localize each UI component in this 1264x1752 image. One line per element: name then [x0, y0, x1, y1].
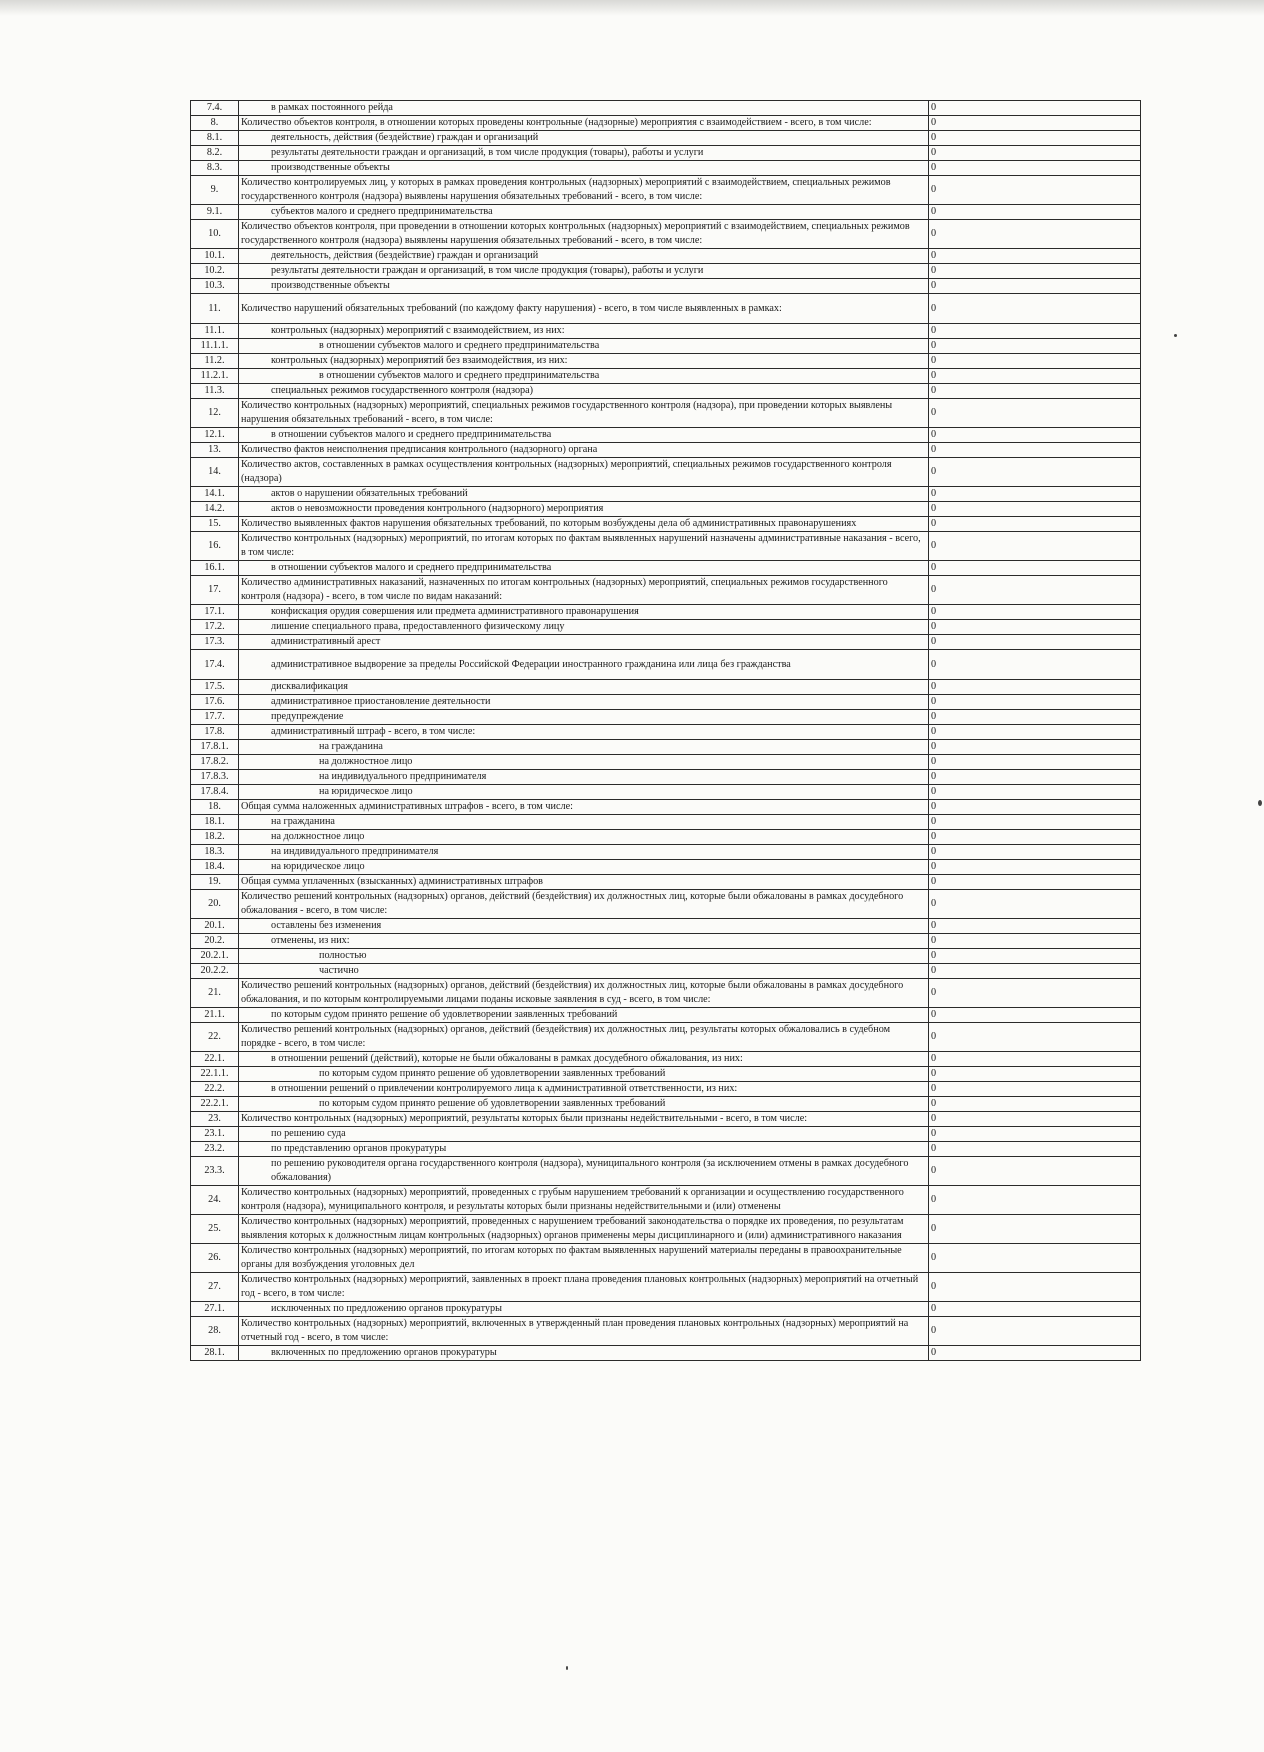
row-indicator: Количество контролируемых лиц, у которых в рамках проведения контрольных (надзорных) мероприятий с взаимодействием, специальных режимов государственного контроля (надзора) выявлены нарушения обязательных требований - всего, в том числе: — [239, 176, 929, 205]
table-row — [191, 354, 1141, 369]
row-indicator: Количество контрольных (надзорных) мероприятий, включенных в утвержденный план проведения плановых контрольных (надзорных) мероприятий на отчетный год - всего, в том числе: — [239, 1317, 929, 1346]
row-value: 0 — [929, 710, 1141, 725]
row-indicator: на должностное лицо — [239, 755, 929, 770]
row-number: 13. — [191, 443, 239, 458]
scan-speck — [1174, 334, 1177, 337]
table-row — [191, 1082, 1141, 1097]
table-row — [191, 934, 1141, 949]
row-number: 11.1. — [191, 324, 239, 339]
table-row — [191, 1142, 1141, 1157]
table-row — [191, 1008, 1141, 1023]
row-value: 0 — [929, 1215, 1141, 1244]
row-number: 23.1. — [191, 1127, 239, 1142]
row-value: 0 — [929, 384, 1141, 399]
row-value: 0 — [929, 1082, 1141, 1097]
table-row — [191, 695, 1141, 710]
row-indicator: оставлены без изменения — [239, 919, 929, 934]
table-row — [191, 949, 1141, 964]
row-indicator: по решению суда — [239, 1127, 929, 1142]
row-number: 19. — [191, 875, 239, 890]
row-number: 17.3. — [191, 635, 239, 650]
row-number: 12. — [191, 399, 239, 428]
row-number: 20.1. — [191, 919, 239, 934]
table-row — [191, 369, 1141, 384]
row-number: 23.3. — [191, 1157, 239, 1186]
row-value: 0 — [929, 650, 1141, 680]
row-value: 0 — [929, 830, 1141, 845]
table-row — [191, 576, 1141, 605]
table-row — [191, 770, 1141, 785]
table-row — [191, 1302, 1141, 1317]
row-value: 0 — [929, 1112, 1141, 1127]
table-row — [191, 561, 1141, 576]
row-indicator: административное выдворение за пределы Российской Федерации иностранного гражданина или лица без гражданства — [239, 650, 929, 680]
row-number: 22. — [191, 1023, 239, 1052]
row-value: 0 — [929, 116, 1141, 131]
table-row — [191, 1023, 1141, 1052]
table-row — [191, 605, 1141, 620]
table-row — [191, 740, 1141, 755]
row-number: 8. — [191, 116, 239, 131]
row-value: 0 — [929, 1273, 1141, 1302]
row-value: 0 — [929, 146, 1141, 161]
row-value: 0 — [929, 176, 1141, 205]
table-row — [191, 964, 1141, 979]
row-value: 0 — [929, 294, 1141, 324]
row-indicator: в отношении решений о привлечении контролируемого лица к административной ответственности, из них: — [239, 1082, 929, 1097]
row-number: 12.1. — [191, 428, 239, 443]
row-indicator: включенных по предложению органов прокуратуры — [239, 1346, 929, 1361]
row-indicator: частично — [239, 964, 929, 979]
row-value: 0 — [929, 561, 1141, 576]
row-value: 0 — [929, 339, 1141, 354]
row-indicator: административное приостановление деятельности — [239, 695, 929, 710]
row-number: 17.2. — [191, 620, 239, 635]
row-indicator: Количество административных наказаний, назначенных по итогам контрольных (надзорных) мероприятий, специальных режимов государственного контроля (надзора) - всего, в том числе по видам наказаний: — [239, 576, 929, 605]
table-row — [191, 249, 1141, 264]
row-number: 18. — [191, 800, 239, 815]
table-row — [191, 205, 1141, 220]
row-value: 0 — [929, 620, 1141, 635]
row-indicator: Количество объектов контроля, при проведении в отношении которых контрольных (надзорных) мероприятий с взаимодействием, специальных режимов государственного контроля (надзора) выявлены нарушения обязательных требований - всего, в том числе: — [239, 220, 929, 249]
row-value: 0 — [929, 755, 1141, 770]
row-number: 18.3. — [191, 845, 239, 860]
row-indicator: на юридическое лицо — [239, 860, 929, 875]
row-number: 23.2. — [191, 1142, 239, 1157]
row-number: 17.6. — [191, 695, 239, 710]
row-indicator: в отношении решений (действий), которые не были обжалованы в рамках досудебного обжалования, из них: — [239, 1052, 929, 1067]
row-number: 20. — [191, 890, 239, 919]
table-row — [191, 458, 1141, 487]
table-row — [191, 785, 1141, 800]
row-indicator: административный штраф - всего, в том числе: — [239, 725, 929, 740]
table-row — [191, 279, 1141, 294]
table-row — [191, 264, 1141, 279]
row-number: 18.1. — [191, 815, 239, 830]
row-value: 0 — [929, 860, 1141, 875]
table-row — [191, 502, 1141, 517]
statistics-table-body — [191, 101, 1141, 1361]
row-number: 22.1.1. — [191, 1067, 239, 1082]
row-number: 16.1. — [191, 561, 239, 576]
row-number: 18.4. — [191, 860, 239, 875]
row-indicator: административный арест — [239, 635, 929, 650]
table-row — [191, 146, 1141, 161]
row-indicator: результаты деятельности граждан и организаций, в том числе продукция (товары), работы и услуги — [239, 264, 929, 279]
row-indicator: специальных режимов государственного контроля (надзора) — [239, 384, 929, 399]
row-number: 24. — [191, 1186, 239, 1215]
table-row — [191, 875, 1141, 890]
row-value: 0 — [929, 635, 1141, 650]
table-row — [191, 161, 1141, 176]
table-row — [191, 399, 1141, 428]
table-row — [191, 339, 1141, 354]
row-indicator: актов о невозможности проведения контрольного (надзорного) мероприятия — [239, 502, 929, 517]
row-number: 17. — [191, 576, 239, 605]
table-row — [191, 443, 1141, 458]
row-number: 10. — [191, 220, 239, 249]
row-value: 0 — [929, 1142, 1141, 1157]
row-indicator: Количество нарушений обязательных требований (по каждому факту нарушения) - всего, в том числе выявленных в рамках: — [239, 294, 929, 324]
row-indicator: полностью — [239, 949, 929, 964]
row-indicator: предупреждение — [239, 710, 929, 725]
table-row — [191, 800, 1141, 815]
row-value: 0 — [929, 576, 1141, 605]
row-value: 0 — [929, 800, 1141, 815]
row-value: 0 — [929, 131, 1141, 146]
row-indicator: Количество фактов неисполнения предписания контрольного (надзорного) органа — [239, 443, 929, 458]
row-indicator: Количество контрольных (надзорных) мероприятий, заявленных в проект плана проведения плановых контрольных (надзорных) мероприятий на отчетный год - всего, в том числе: — [239, 1273, 929, 1302]
row-number: 10.3. — [191, 279, 239, 294]
row-value: 0 — [929, 264, 1141, 279]
row-indicator: Количество актов, составленных в рамках осуществления контрольных (надзорных) мероприятий, специальных режимов государственного контроля (надзора) — [239, 458, 929, 487]
row-value: 0 — [929, 369, 1141, 384]
row-value: 0 — [929, 605, 1141, 620]
row-indicator: дисквалификация — [239, 680, 929, 695]
row-value: 0 — [929, 1317, 1141, 1346]
table-row — [191, 755, 1141, 770]
row-number: 11.1.1. — [191, 339, 239, 354]
row-value: 0 — [929, 1052, 1141, 1067]
table-row — [191, 131, 1141, 146]
row-value: 0 — [929, 101, 1141, 116]
row-indicator: Количество контрольных (надзорных) мероприятий, по итогам которых по фактам выявленных нарушений назначены административные наказания - всего, в том числе: — [239, 532, 929, 561]
row-indicator: Количество контрольных (надзорных) мероприятий, результаты которых были признаны недействительными - всего, в том числе: — [239, 1112, 929, 1127]
row-value: 0 — [929, 785, 1141, 800]
row-number: 27. — [191, 1273, 239, 1302]
table-row — [191, 919, 1141, 934]
row-indicator: результаты деятельности граждан и организаций, в том числе продукция (товары), работы и услуги — [239, 146, 929, 161]
row-indicator: деятельность, действия (бездействие) граждан и организаций — [239, 249, 929, 264]
row-value: 0 — [929, 934, 1141, 949]
table-row — [191, 1112, 1141, 1127]
row-value: 0 — [929, 1157, 1141, 1186]
row-indicator: контрольных (надзорных) мероприятий с взаимодействием, из них: — [239, 324, 929, 339]
table-row — [191, 428, 1141, 443]
row-number: 17.8.4. — [191, 785, 239, 800]
table-row — [191, 860, 1141, 875]
row-indicator: Общая сумма наложенных административных штрафов - всего, в том числе: — [239, 800, 929, 815]
table-row — [191, 1127, 1141, 1142]
table-row — [191, 1317, 1141, 1346]
table-row — [191, 725, 1141, 740]
row-indicator: актов о нарушении обязательных требований — [239, 487, 929, 502]
row-indicator: Общая сумма уплаченных (взысканных) административных штрафов — [239, 875, 929, 890]
row-number: 14.1. — [191, 487, 239, 502]
row-indicator: в рамках постоянного рейда — [239, 101, 929, 116]
row-indicator: на индивидуального предпринимателя — [239, 845, 929, 860]
row-indicator: на юридическое лицо — [239, 785, 929, 800]
table-row — [191, 1346, 1141, 1361]
row-number: 10.2. — [191, 264, 239, 279]
row-number: 8.3. — [191, 161, 239, 176]
row-number: 8.1. — [191, 131, 239, 146]
row-number: 28. — [191, 1317, 239, 1346]
row-indicator: Количество контрольных (надзорных) мероприятий, по итогам которых по фактам выявленных нарушений материалы переданы в правоохранительные органы для возбуждения уголовных дел — [239, 1244, 929, 1273]
row-number: 20.2. — [191, 934, 239, 949]
table-row — [191, 710, 1141, 725]
row-value: 0 — [929, 443, 1141, 458]
row-indicator: Количество решений контрольных (надзорных) органов, действий (бездействия) их должностных лиц, результаты которых обжаловались в судебном порядке - всего, в том числе: — [239, 1023, 929, 1052]
row-number: 17.4. — [191, 650, 239, 680]
row-number: 11. — [191, 294, 239, 324]
table-row — [191, 1186, 1141, 1215]
row-number: 22.2.1. — [191, 1097, 239, 1112]
row-indicator: по представлению органов прокуратуры — [239, 1142, 929, 1157]
row-value: 0 — [929, 161, 1141, 176]
row-value: 0 — [929, 458, 1141, 487]
row-indicator: деятельность, действия (бездействие) граждан и организаций — [239, 131, 929, 146]
row-value: 0 — [929, 845, 1141, 860]
row-indicator: производственные объекты — [239, 279, 929, 294]
row-number: 16. — [191, 532, 239, 561]
row-value: 0 — [929, 279, 1141, 294]
table-row — [191, 1273, 1141, 1302]
table-row — [191, 1097, 1141, 1112]
row-indicator: исключенных по предложению органов прокуратуры — [239, 1302, 929, 1317]
row-number: 25. — [191, 1215, 239, 1244]
row-indicator: по которым судом принято решение об удовлетворении заявленных требований — [239, 1008, 929, 1023]
row-number: 18.2. — [191, 830, 239, 845]
row-indicator: по решению руководителя органа государственного контроля (надзора), муниципального контроля (за исключением отмены в рамках досудебного обжалования) — [239, 1157, 929, 1186]
row-number: 20.2.2. — [191, 964, 239, 979]
row-value: 0 — [929, 815, 1141, 830]
row-indicator: на индивидуального предпринимателя — [239, 770, 929, 785]
table-row — [191, 101, 1141, 116]
row-indicator: лишение специального права, предоставленного физическому лицу — [239, 620, 929, 635]
table-row — [191, 979, 1141, 1008]
row-value: 0 — [929, 428, 1141, 443]
row-value: 0 — [929, 220, 1141, 249]
row-value: 0 — [929, 1008, 1141, 1023]
table-row — [191, 1067, 1141, 1082]
row-value: 0 — [929, 680, 1141, 695]
row-value: 0 — [929, 1127, 1141, 1142]
row-value: 0 — [929, 1067, 1141, 1082]
row-value: 0 — [929, 517, 1141, 532]
table-row — [191, 176, 1141, 205]
row-value: 0 — [929, 919, 1141, 934]
row-indicator: производственные объекты — [239, 161, 929, 176]
row-number: 11.2.1. — [191, 369, 239, 384]
table-row — [191, 635, 1141, 650]
row-number: 23. — [191, 1112, 239, 1127]
row-indicator: Количество решений контрольных (надзорных) органов, действий (бездействия) их должностных лиц, которые были обжалованы в рамках досудебного обжалования, и по которым контролируемыми лицами поданы исковые заявления в суд - всего, в том числе: — [239, 979, 929, 1008]
row-indicator: конфискация орудия совершения или предмета административного правонарушения — [239, 605, 929, 620]
row-number: 14.2. — [191, 502, 239, 517]
table-row — [191, 220, 1141, 249]
table-row — [191, 1244, 1141, 1273]
scan-speck — [1258, 800, 1262, 806]
table-row — [191, 532, 1141, 561]
row-number: 17.5. — [191, 680, 239, 695]
row-number: 17.8.2. — [191, 755, 239, 770]
table-row — [191, 890, 1141, 919]
table-row — [191, 116, 1141, 131]
table-row — [191, 680, 1141, 695]
row-indicator: Количество объектов контроля, в отношении которых проведены контрольные (надзорные) мероприятия с взаимодействием - всего, в том числе: — [239, 116, 929, 131]
row-number: 21. — [191, 979, 239, 1008]
row-number: 15. — [191, 517, 239, 532]
row-value: 0 — [929, 324, 1141, 339]
row-number: 17.1. — [191, 605, 239, 620]
table-row — [191, 1215, 1141, 1244]
table-row — [191, 517, 1141, 532]
row-value: 0 — [929, 1302, 1141, 1317]
row-indicator: по которым судом принято решение об удовлетворении заявленных требований — [239, 1067, 929, 1082]
table-row — [191, 1157, 1141, 1186]
row-indicator: Количество контрольных (надзорных) мероприятий, специальных режимов государственного контроля (надзора), при проведении которых выявлены нарушения обязательных требований - всего, в том числе: — [239, 399, 929, 428]
row-number: 27.1. — [191, 1302, 239, 1317]
row-indicator: отменены, из них: — [239, 934, 929, 949]
scan-top-edge — [0, 0, 1264, 16]
row-value: 0 — [929, 949, 1141, 964]
row-value: 0 — [929, 964, 1141, 979]
row-number: 22.2. — [191, 1082, 239, 1097]
row-indicator: субъектов малого и среднего предпринимательства — [239, 205, 929, 220]
row-indicator: Количество контрольных (надзорных) мероприятий, проведенных с нарушением требований законодательства о порядке их проведения, по результатам выявления которых к должностным лицам контрольных (надзорных) органов применены меры дисциплинарного и (или) административного наказания — [239, 1215, 929, 1244]
row-number: 11.3. — [191, 384, 239, 399]
table-row — [191, 650, 1141, 680]
row-number: 17.8. — [191, 725, 239, 740]
row-number: 10.1. — [191, 249, 239, 264]
row-indicator: в отношении субъектов малого и среднего предпринимательства — [239, 428, 929, 443]
row-value: 0 — [929, 249, 1141, 264]
row-number: 22.1. — [191, 1052, 239, 1067]
table-row — [191, 487, 1141, 502]
row-value: 0 — [929, 399, 1141, 428]
row-value: 0 — [929, 1346, 1141, 1361]
row-value: 0 — [929, 1097, 1141, 1112]
row-indicator: Количество выявленных фактов нарушения обязательных требований, по которым возбуждены дела об административных правонарушениях — [239, 517, 929, 532]
row-number: 28.1. — [191, 1346, 239, 1361]
row-number: 26. — [191, 1244, 239, 1273]
table-row — [191, 815, 1141, 830]
row-value: 0 — [929, 354, 1141, 369]
row-indicator: Количество контрольных (надзорных) мероприятий, проведенных с грубым нарушением требований к организации и осуществлению государственного контроля (надзора), муниципального контроля, и результаты которых были признаны недействительными и (или) отменены — [239, 1186, 929, 1215]
row-indicator: на должностное лицо — [239, 830, 929, 845]
row-value: 0 — [929, 487, 1141, 502]
row-value: 0 — [929, 890, 1141, 919]
table-row — [191, 1052, 1141, 1067]
row-number: 20.2.1. — [191, 949, 239, 964]
table-row — [191, 845, 1141, 860]
row-value: 0 — [929, 725, 1141, 740]
row-number: 21.1. — [191, 1008, 239, 1023]
row-indicator: контрольных (надзорных) мероприятий без взаимодействия, из них: — [239, 354, 929, 369]
row-value: 0 — [929, 1186, 1141, 1215]
row-number: 9.1. — [191, 205, 239, 220]
row-indicator: на гражданина — [239, 740, 929, 755]
table-row — [191, 384, 1141, 399]
scan-speck — [566, 1666, 568, 1670]
table-row — [191, 830, 1141, 845]
row-number: 17.8.3. — [191, 770, 239, 785]
row-value: 0 — [929, 875, 1141, 890]
row-indicator: в отношении субъектов малого и среднего предпринимательства — [239, 369, 929, 384]
row-number: 14. — [191, 458, 239, 487]
row-number: 8.2. — [191, 146, 239, 161]
row-number: 17.7. — [191, 710, 239, 725]
row-value: 0 — [929, 740, 1141, 755]
table-row — [191, 620, 1141, 635]
statistics-table — [190, 100, 1141, 1361]
row-number: 17.8.1. — [191, 740, 239, 755]
row-indicator: Количество решений контрольных (надзорных) органов, действий (бездействия) их должностных лиц, которые были обжалованы в рамках досудебного обжалования - всего, в том числе: — [239, 890, 929, 919]
row-value: 0 — [929, 1023, 1141, 1052]
row-value: 0 — [929, 770, 1141, 785]
row-number: 7.4. — [191, 101, 239, 116]
row-indicator: по которым судом принято решение об удовлетворении заявленных требований — [239, 1097, 929, 1112]
row-number: 11.2. — [191, 354, 239, 369]
row-value: 0 — [929, 205, 1141, 220]
row-value: 0 — [929, 1244, 1141, 1273]
row-indicator: в отношении субъектов малого и среднего предпринимательства — [239, 339, 929, 354]
row-value: 0 — [929, 979, 1141, 1008]
row-indicator: на гражданина — [239, 815, 929, 830]
row-value: 0 — [929, 502, 1141, 517]
row-value: 0 — [929, 532, 1141, 561]
table-row — [191, 294, 1141, 324]
row-value: 0 — [929, 695, 1141, 710]
row-number: 9. — [191, 176, 239, 205]
table-row — [191, 324, 1141, 339]
row-indicator: в отношении субъектов малого и среднего предпринимательства — [239, 561, 929, 576]
